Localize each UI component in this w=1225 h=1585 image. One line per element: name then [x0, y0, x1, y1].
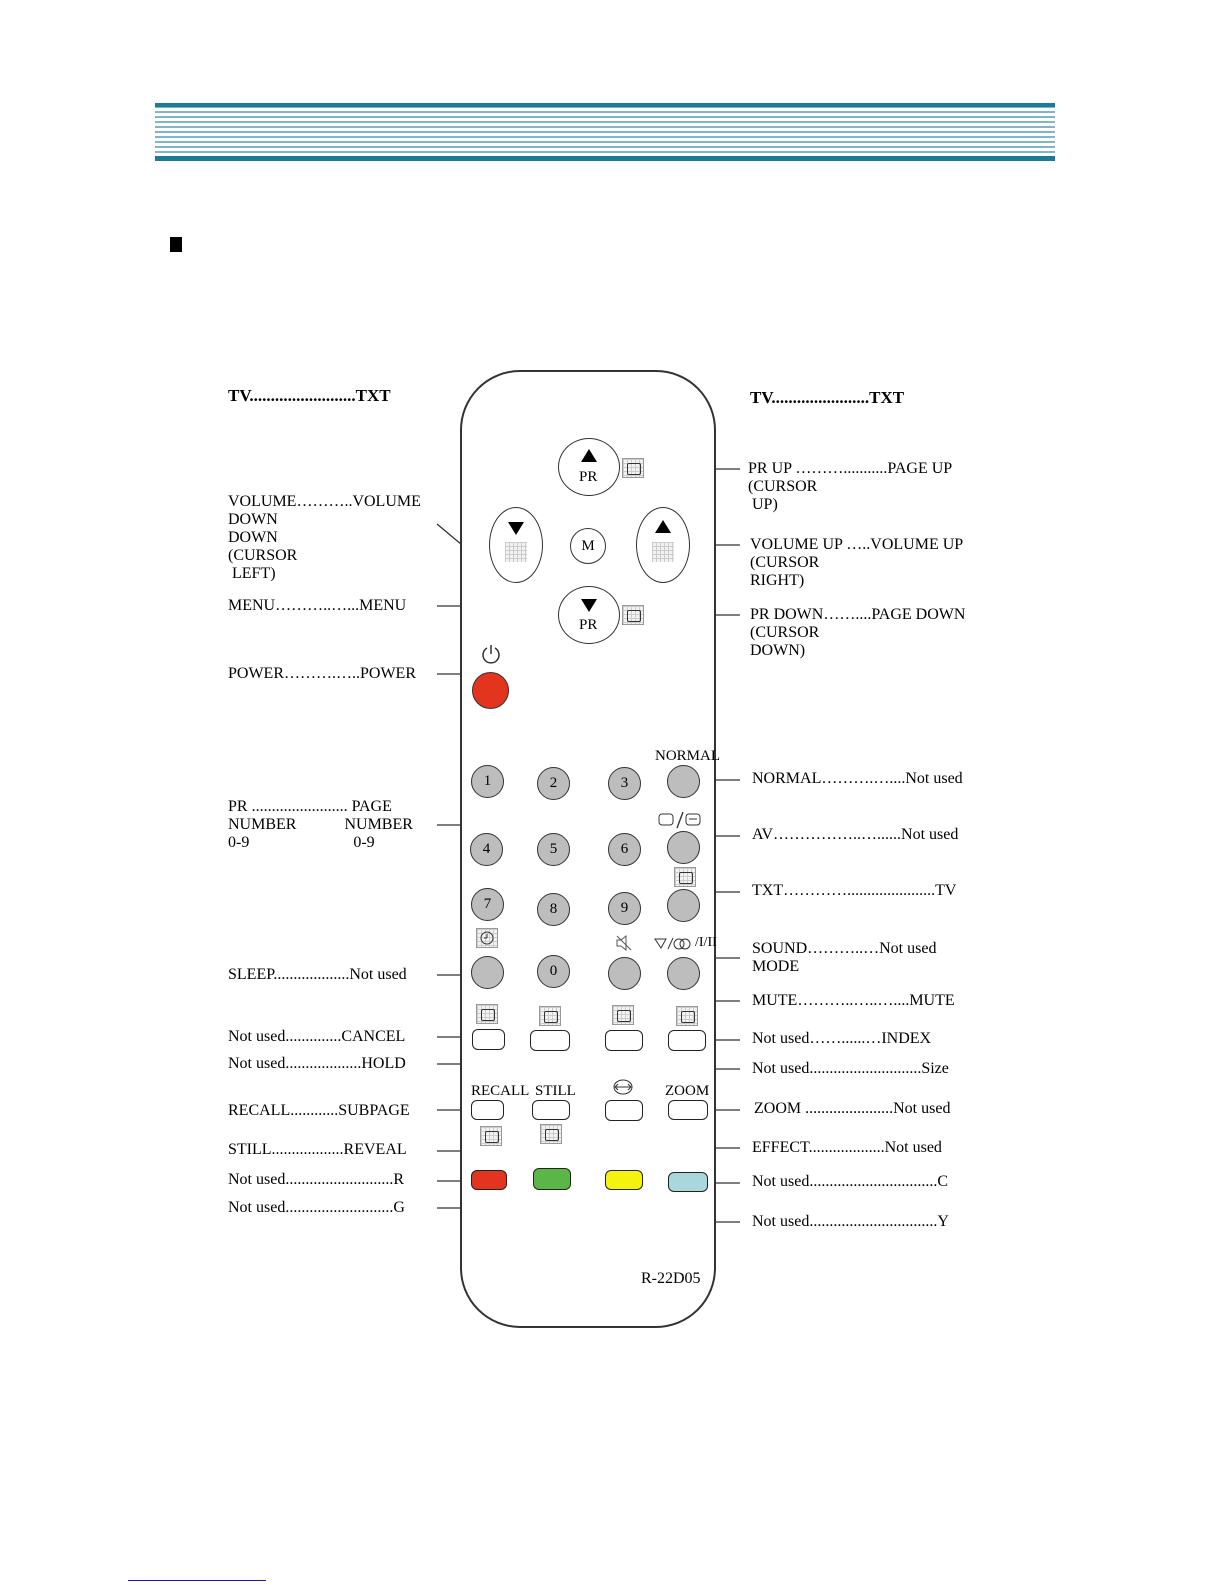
label-index: Not used……......…INDEX [752, 1030, 932, 1047]
label-mute: MUTE………..…..…....MUTE [752, 992, 955, 1009]
triangle-down-icon [581, 599, 597, 612]
label-av: AV……………..…......Not used [752, 826, 959, 843]
cancel-icon [476, 1004, 498, 1024]
sound-mode-button[interactable] [667, 957, 700, 990]
reveal-icon [540, 1124, 562, 1144]
size-icon [612, 1005, 634, 1025]
subpage-icon [480, 1126, 502, 1146]
label-size: Not used............................Size [752, 1060, 949, 1077]
triangle-up-icon [581, 449, 597, 462]
label-txt: TXT…………......................TV [752, 882, 957, 899]
normal-button[interactable] [667, 765, 700, 798]
digit-3-button[interactable]: 3 [608, 767, 641, 800]
volume-ramp-icon [652, 542, 674, 562]
digit-9-button[interactable]: 9 [608, 892, 641, 925]
yellow-button[interactable] [605, 1170, 643, 1190]
page-up-icon [622, 458, 644, 478]
volume-down-button[interactable] [489, 507, 543, 583]
pr-up-button[interactable] [558, 438, 620, 496]
sound-mode-icon [652, 934, 692, 954]
sound-mode-text: /I/II [695, 935, 717, 950]
recall-text: RECALL [471, 1083, 530, 1099]
mute-button[interactable] [608, 957, 641, 990]
digit-7-button[interactable]: 7 [471, 888, 504, 921]
cancel-button[interactable] [472, 1029, 505, 1050]
page-down-icon [622, 605, 644, 625]
label-sleep: SLEEP...................Not used [228, 966, 407, 983]
label-cancel: Not used..............CANCEL [228, 1028, 406, 1045]
red-button[interactable] [471, 1170, 507, 1190]
digit-0-button[interactable]: 0 [537, 955, 570, 988]
volume-up-button[interactable] [636, 507, 690, 583]
recall-button[interactable] [471, 1100, 504, 1120]
label-pr-number: PR ........................ PAGE NUMBER NUMBER 0-9 0-9 [228, 798, 413, 851]
label-zoom: ZOOM ......................Not used [754, 1100, 951, 1117]
hold-icon [539, 1006, 561, 1026]
label-volume-up: VOLUME UP …..VOLUME UP (CURSOR RIGHT) [750, 536, 964, 589]
label-pr-up: PR UP ………...........PAGE UP (CURSOR UP) [748, 460, 953, 513]
label-volume-down: VOLUME………..VOLUME DOWN DOWN (CURSOR LEFT) [228, 493, 421, 582]
label-green: Not used...........................G [228, 1199, 405, 1216]
av-icon [657, 810, 703, 830]
index-button[interactable] [668, 1030, 706, 1051]
label-sound-mode: SOUND………..…Not used MODE [752, 940, 937, 975]
txt-button[interactable] [667, 889, 700, 922]
triangle-up-icon [655, 520, 671, 533]
effect-button[interactable] [605, 1100, 643, 1121]
zoom-button[interactable] [668, 1100, 708, 1120]
index-icon [676, 1006, 698, 1026]
hold-button[interactable] [530, 1030, 570, 1051]
power-button[interactable] [472, 672, 509, 709]
sleep-button[interactable] [471, 956, 504, 989]
av-button[interactable] [667, 831, 700, 864]
left-column-header: TV.........................TXT [228, 386, 391, 405]
power-icon [480, 643, 502, 663]
right-column-header: TV.......................TXT [750, 388, 905, 407]
triangle-down-icon [508, 522, 524, 535]
cyan-button[interactable] [668, 1172, 708, 1192]
label-recall: RECALL............SUBPAGE [228, 1102, 410, 1119]
size-button[interactable] [605, 1030, 643, 1051]
green-button[interactable] [533, 1168, 571, 1190]
label-cyan: Not used................................C [752, 1173, 948, 1190]
digit-2-button[interactable]: 2 [537, 767, 570, 800]
label-hold: Not used...................HOLD [228, 1055, 406, 1072]
sleep-clock-icon [476, 928, 498, 948]
txt-icon [674, 867, 696, 887]
label-red: Not used...........................R [228, 1171, 404, 1188]
label-yellow: Not used................................Y [752, 1213, 949, 1230]
label-normal: NORMAL……….…....Not used [752, 770, 963, 787]
volume-ramp-icon [505, 542, 527, 562]
digit-6-button[interactable]: 6 [608, 833, 641, 866]
normal-text: NORMAL [655, 748, 721, 764]
digit-8-button[interactable]: 8 [537, 893, 570, 926]
pr-up-text: PR [579, 469, 598, 485]
label-effect: EFFECT...................Not used [752, 1139, 942, 1156]
label-menu: MENU………..…...MENU [228, 597, 407, 614]
mute-speaker-icon [613, 933, 635, 953]
pr-down-text: PR [579, 617, 598, 633]
zoom-text: ZOOM [665, 1083, 710, 1099]
still-text: STILL [535, 1083, 576, 1099]
menu-text: M [581, 537, 595, 554]
label-power: POWER……….…..POWER [228, 665, 416, 682]
digit-4-button[interactable]: 4 [470, 833, 503, 866]
effect-icon [612, 1078, 634, 1098]
model-number: R-22D05 [641, 1270, 701, 1287]
still-button[interactable] [532, 1100, 570, 1120]
label-still: STILL..................REVEAL [228, 1141, 407, 1158]
digit-1-button[interactable]: 1 [471, 765, 504, 798]
digit-5-button[interactable]: 5 [537, 833, 570, 866]
pr-down-button[interactable] [558, 586, 620, 644]
menu-button[interactable] [570, 528, 606, 564]
label-pr-down: PR DOWN……....PAGE DOWN (CURSOR DOWN) [750, 606, 966, 659]
